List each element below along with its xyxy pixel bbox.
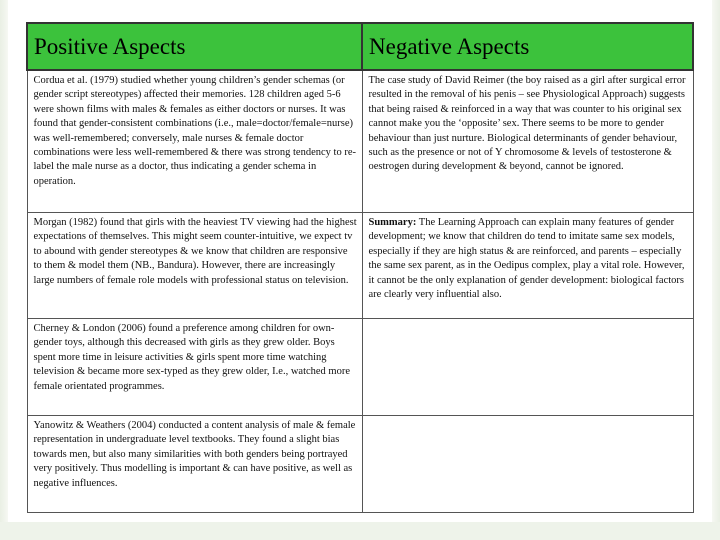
negative-cell-empty (362, 416, 693, 513)
positive-cell-morgan: Morgan (1982) found that girls with the heaviest TV viewing had the highest expectations of themselves. This might seem counter-intuitive, we expect tv to abound with gender stereotypes & we know that children are responsive to them & model them (NB., Bandura). However, there are increasingly large numbers of female role models with professional status on television. (27, 213, 362, 319)
positive-aspects-header: Positive Aspects (27, 23, 362, 70)
positive-cell-yanowitz: Yanowitz & Weathers (2004) conducted a content analysis of male & female representation in undergraduate level textbooks. They found a slight bias towards men, but also many similarities with both genders being portrayed very positively. Thus modelling is important & can have positive, as well as negative influences. (27, 416, 362, 513)
positive-cell-cherney: Cherney & London (2006) found a preference among children for own-gender toys, although this decreased with girls as they grew older. Boys spent more time in leisure activities & girls spent more time watching television & became more sex-typed as they grew older, I.e., watched more female orientated programmes. (27, 319, 362, 416)
positive-cell-cordua: Cordua et al. (1979) studied whether young children’s gender schemas (or gender script stereotypes) affected their memories. 128 children aged 5-6 were shown films with males & females as either doctors or nurses. It was found that gender-consistent combinations (i.e., male=doctor/female=nurse) was well-remembered; conversely, male nurses & female doctor combinations were less well-remembered & there was strong tendency to re-label the male nurse as a doctor, thus indicating a gender schema in operation. (27, 70, 362, 213)
slide-footer-bar (0, 522, 720, 540)
table-row (27, 416, 693, 513)
negative-aspects-header: Negative Aspects (362, 23, 693, 70)
negative-cell-summary (362, 213, 693, 319)
table-row (27, 70, 693, 213)
negative-cell-empty (362, 319, 693, 416)
table-header-row (27, 23, 693, 70)
aspects-table (26, 22, 694, 513)
summary-text: The Learning Approach can explain many features of gender development; we know that children do tend to imitate same sex models, especially if they are high status & are reinforced, and parents – especially the same sex parent, as in the Oedipus complex, play a vital role. However, it cannot be the only explanation of gender development: biological factors are clearly very influential also. (368, 217, 685, 301)
negative-cell-reimer: The case study of David Reimer (the boy raised as a girl after surgical error resulted in the removal of his penis – see Physiological Approach) suggests that being raised & reinforced in a way that was counter to his original sex cannot make you the ‘opposite’ sex. There seems to be more to gender behaviour than just nurture. Biological determinants of gender behaviour, such as the presence or not of Y chromosome & levels of testosterone & oestrogen during development & beyond, cannot be ignored. (362, 70, 693, 213)
right-decorative-stripe (712, 0, 720, 540)
table-row (27, 319, 693, 416)
summary-label: Summary: (368, 217, 417, 228)
left-decorative-stripe (0, 0, 8, 540)
table-row (27, 213, 693, 319)
